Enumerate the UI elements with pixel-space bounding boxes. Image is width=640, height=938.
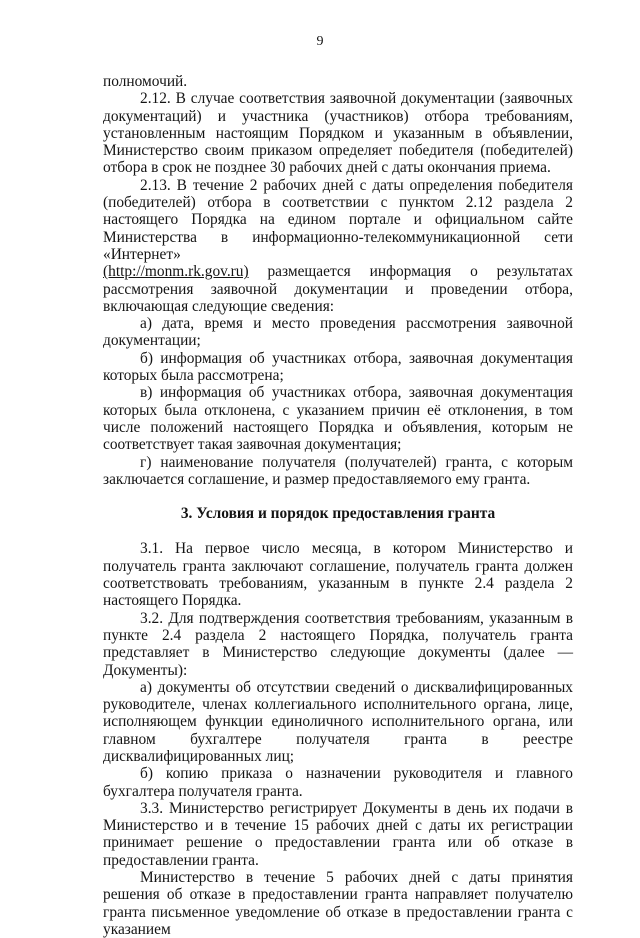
list-item-3-2-a: а) документы об отсутствии сведений о дисквалифицированных руководителе, членах коллегиального исполнительного органа, лице, исполняющем функции единоличного исполнительного органа, или главном бухгалтере получателя гранта в реестре дисквалифицированных лиц; <box>103 678 573 765</box>
paragraph-continuation: полномочий. <box>103 73 188 90</box>
paragraph-2-13-tail: размещается информация о результатах рассмотрения заявочной документации и проведении отбора, включающая следующие сведения: <box>103 263 573 315</box>
section-heading: 3. Условия и порядок предоставления гранта <box>180 505 496 523</box>
paragraph-2-12: 2.12. В случае соответствия заявочной документации (заявочных документаций) и участника (участников) отбора требованиям, установленным настоящим Порядком и указанным в объявлении, Министерство своим приказом определяет победителя (победителей) отбора в срок не позднее 30 рабочих дней с даты окончания приема. <box>103 90 573 177</box>
ministry-site-link[interactable]: (http://monm.rk.gov.ru) <box>103 263 249 281</box>
page-number: 9 <box>316 34 324 49</box>
paragraph-3-2: 3.2. Для подтверждения соответствия требованиям, указанным в пункте 2.4 раздела 2 настоящего Порядка, получатель гранта представляет в Министерство следующие документы (далее — Документы): <box>103 609 573 679</box>
paragraph-refusal-notice: Министерство в течение 5 рабочих дней с даты принятия решения об отказе в предоставлении гранта направляет получателю гранта письменное уведомление об отказе в предоставлении гранта с указанием <box>103 869 573 938</box>
list-item-b: б) информация об участниках отбора, заявочная документация которых была рассмотрена; <box>103 349 573 385</box>
paragraph-2-13: 2.13. В течение 2 рабочих дней с даты определения победителя (победителей) отбора в соответствии с пунктом 2.12 раздела 2 настоящего Порядка на едином портале и официальном сайте Министерства в информационно-телекоммуникационной сети «Интернет» <box>103 176 573 263</box>
document-body <box>103 73 573 938</box>
paragraph-2-13-cont <box>103 263 573 315</box>
paragraph-3-1: 3.1. На первое число месяца, в котором Министерство и получатель гранта заключают соглашение, получатель гранта должен соответствовать требованиям, указанным в пункте 2.4 раздела 2 настоящего Порядка. <box>103 540 573 610</box>
list-item-3-2-b: б) копию приказа о назначении руководителя и главного бухгалтера получателя гранта. <box>103 765 573 800</box>
list-item-g: г) наименование получателя (получателей) гранта, с которым заключается соглашение, и размер предоставляемого ему гранта. <box>103 453 573 488</box>
paragraph-3-3: 3.3. Министерство регистрирует Документы в день их подачи в Министерство и в течение 15 рабочих дней с даты их регистрации принимает решение о предоставлении гранта или об отказе в предоставлении гранта. <box>103 799 573 869</box>
list-item-a: а) дата, время и место проведения рассмотрения заявочной документации; <box>103 315 573 350</box>
list-item-v: в) информация об участниках отбора, заявочная документация которых была отклонена, с указанием причин её отклонения, в том числе положений настоящего Порядка и объявления, которым не соответствует такая заявочная документация; <box>103 384 573 454</box>
